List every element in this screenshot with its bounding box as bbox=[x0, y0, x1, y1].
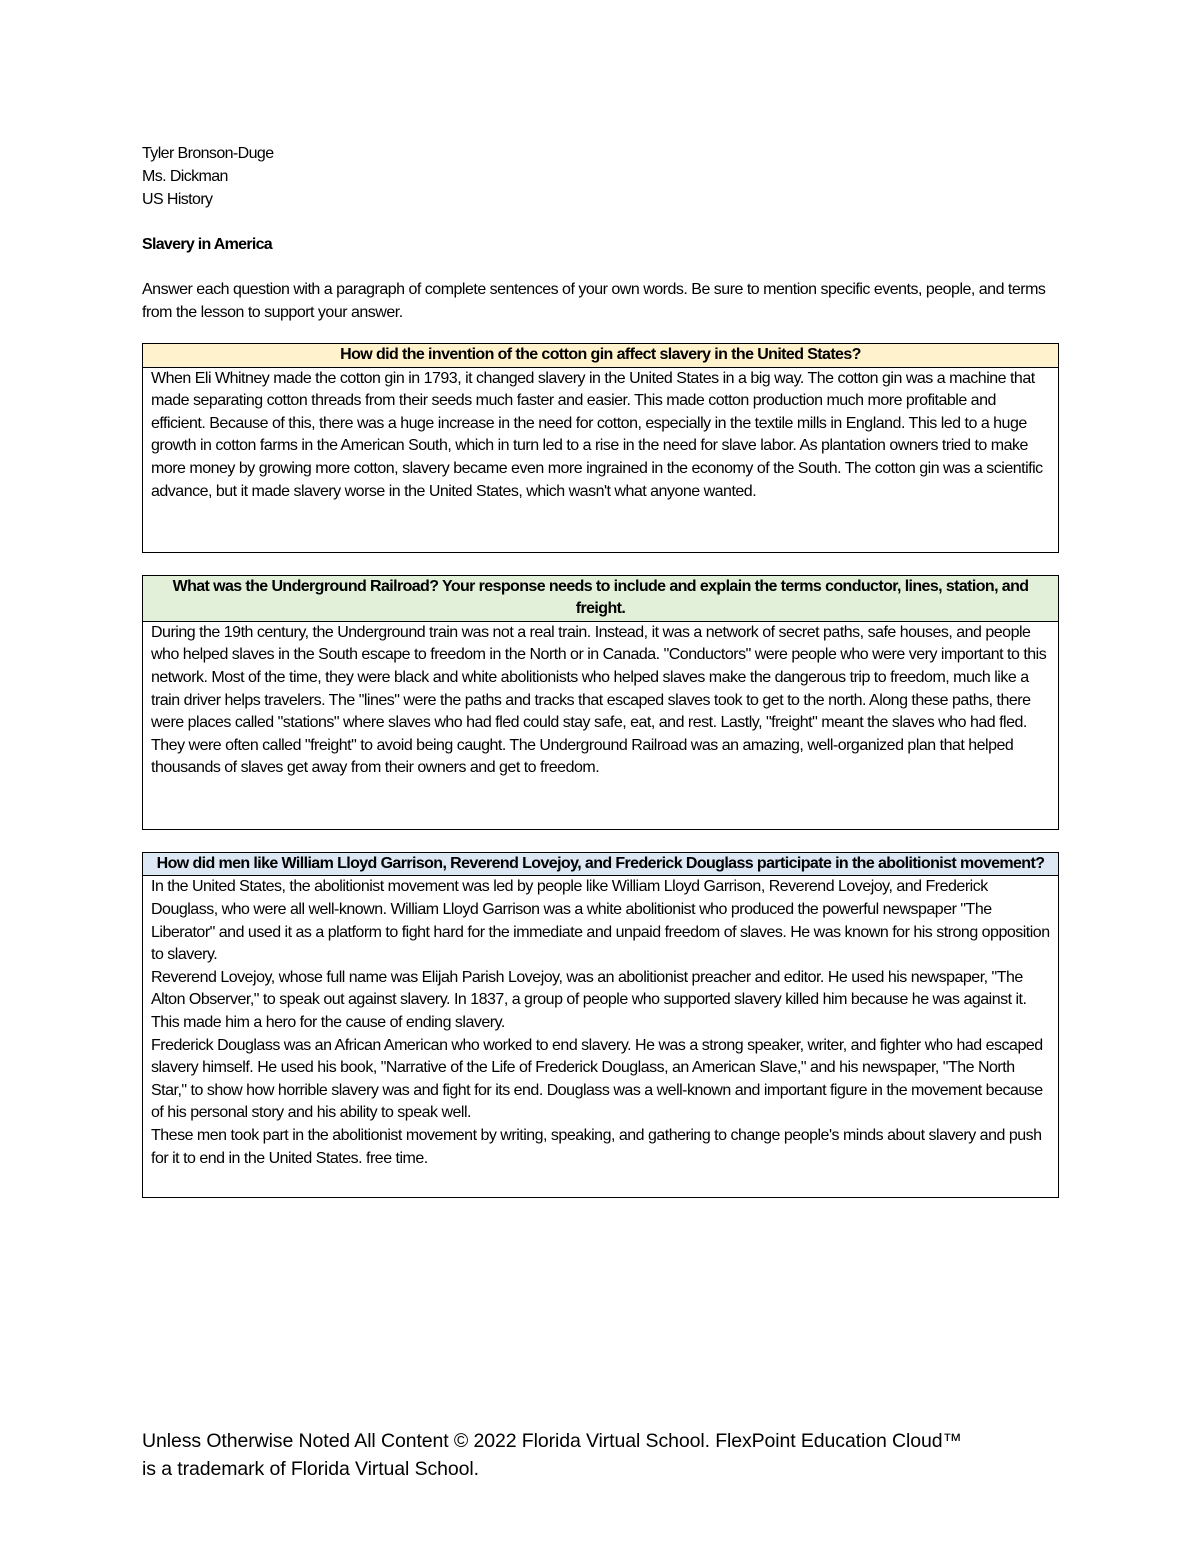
answer-2-paragraph-1: During the 19th century, the Underground train was not a real train. Instead, it was a network of secret paths, safe houses, and people who helped slaves in the South escape to freedom in the North or in Canada. "Conductors" were people who were very important to this network. Most of the time, they were black and white abolitionists who helped slaves make the dangerous trip to freedom, much like a train driver helps travelers. The "lines" were the paths and tracks that escaped slaves took to get to the north. Along these paths, there were places called "stations" where slaves who had fled could stay safe, eat, and rest. Lastly, "freight" meant the slaves who had fled. They were often called "freight" to avoid being caught. The Underground Railroad was an amazing, well-organized plan that helped thousands of slaves get away from their owners and get to freedom. bbox=[151, 623, 1047, 777]
question-3: How did men like William Lloyd Garrison, Reverend Lovejoy, and Frederick Douglass participate in the abolitionist movement? bbox=[143, 852, 1059, 876]
answer-1 bbox=[143, 367, 1059, 552]
answer-2 bbox=[143, 621, 1059, 829]
student-name: Tyler Bronson-Duge bbox=[142, 145, 274, 162]
instructions: Answer each question with a paragraph of complete sentences of your own words. Be sure to mention specific events, people, and terms from the lesson to support your answer. bbox=[142, 281, 1046, 321]
teacher-name: Ms. Dickman bbox=[142, 168, 228, 185]
question-table-1 bbox=[142, 343, 1059, 553]
copyright-footer bbox=[142, 1427, 1082, 1483]
footer-line-1: Unless Otherwise Noted All Content © 2022 Florida Virtual School. FlexPoint Education Cloud™ bbox=[142, 1430, 962, 1452]
question-1: How did the invention of the cotton gin affect slavery in the United States? bbox=[143, 344, 1059, 368]
answer-3-paragraph-1: In the United States, the abolitionist movement was led by people like William Lloyd Garrison, Reverend Lovejoy, and Frederick Douglass, who were all well-known. William Lloyd Garrison was a white abolitionist who produced the powerful newspaper "The Liberator" and used it as a platform to fight hard for the immediate and unpaid freedom of slaves. He was known for his strong opposition to slavery. bbox=[151, 878, 1050, 964]
answer-3-paragraph-2: Reverend Lovejoy, whose full name was Elijah Parish Lovejoy, was an abolitionist preacher and editor. He used his newspaper, "The Alton Observer," to speak out against slavery. In 1837, a group of people who supported slavery killed him because he was against it. This made him a hero for the cause of ending slavery. bbox=[151, 968, 1027, 1031]
footer-line-2: is a trademark of Florida Virtual School. bbox=[142, 1458, 479, 1480]
document-page bbox=[142, 142, 1059, 1198]
answer-3-paragraph-4: These men took part in the abolitionist movement by writing, speaking, and gathering to change people's minds about slavery and push for it to end in the United States. free time. bbox=[151, 1126, 1042, 1167]
answer-3 bbox=[143, 876, 1059, 1198]
document-title: Slavery in America bbox=[142, 236, 273, 253]
answer-1-paragraph-1: When Eli Whitney made the cotton gin in 1793, it changed slavery in the United States in a big way. The cotton gin was a machine that made separating cotton threads from their seeds much faster and easier. This made cotton production much more profitable and efficient. Because of this, there was a huge increase in the need for cotton, especially in the textile mills in England. This led to a huge growth in cotton farms in the American South, which in turn led to a rise in the need for slave labor. As plantation owners tried to make more money by growing more cotton, slavery became even more ingrained in the economy of the South. The cotton gin was a scientific advance, but it made slavery worse in the United States, which wasn't what anyone wanted. bbox=[151, 369, 1043, 500]
question-table-3 bbox=[142, 852, 1059, 1199]
question-table-2 bbox=[142, 575, 1059, 830]
question-2: What was the Underground Railroad? Your response needs to include and explain the terms conductor, lines, station, and freight. bbox=[143, 575, 1059, 621]
answer-3-paragraph-3: Frederick Douglass was an African American who worked to end slavery. He was a strong speaker, writer, and fighter who had escaped slavery himself. He used his book, "Narrative of the Life of Frederick Douglass, an American Slave," and his newspaper, "The North Star," to show how horrible slavery was and fight for its end. Douglass was a well-known and important figure in the movement because of his personal story and his ability to speak well. bbox=[151, 1036, 1043, 1122]
course-name: US History bbox=[142, 191, 213, 208]
